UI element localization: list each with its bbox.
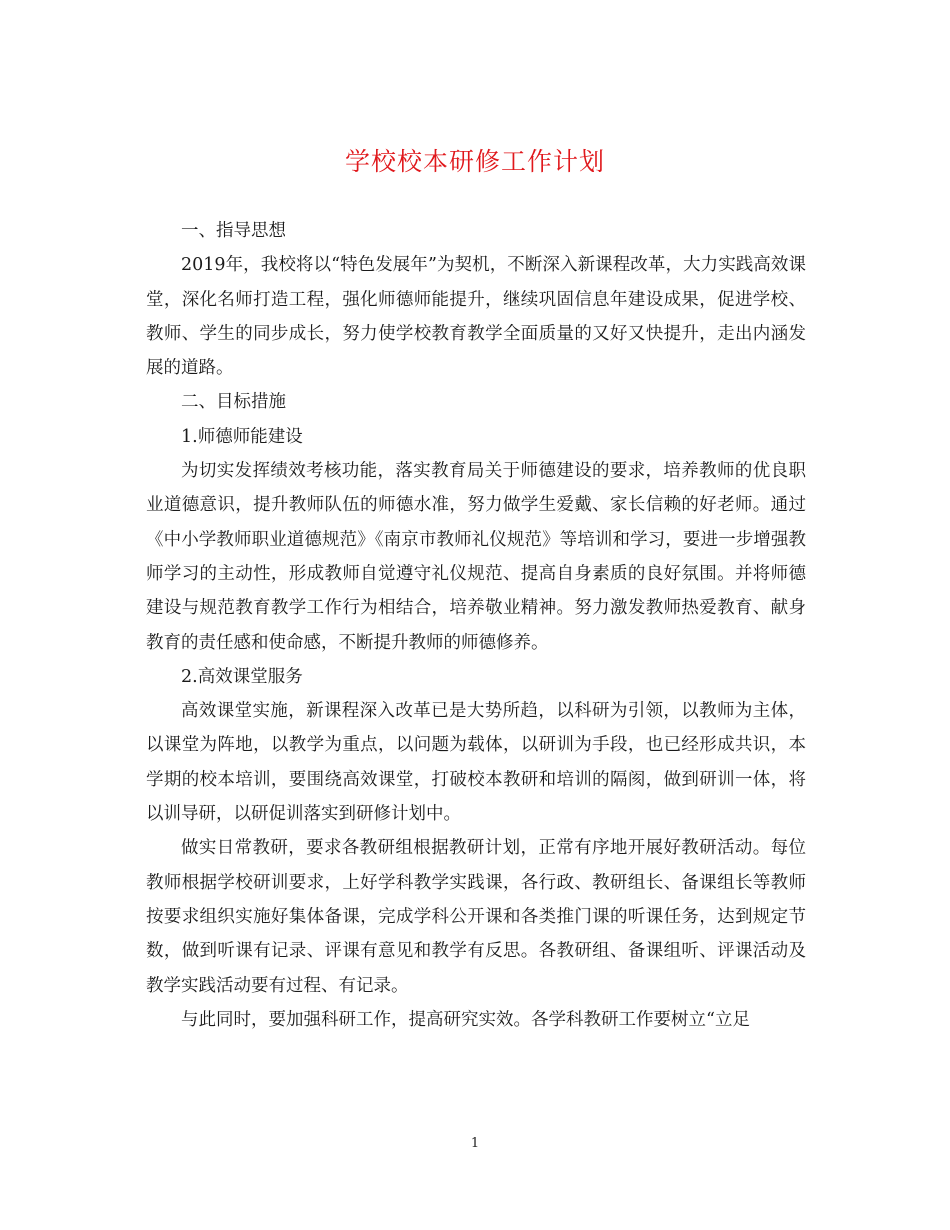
paragraph-efficient-classroom-1: 高效课堂实施，新课程深入改革已是大势所趋，以科研为引领，以教师为主体，以课堂为阵地，以教学为重点，以问题为载体，以研训为手段，也已经形成共识，本学期的校本培训，要围绕高效课堂，打破校本教研和培训的隔阂，做到研训一体，将以训导研，以研促训落实到研修计划中。	[146, 701, 806, 825]
document-body	[146, 214, 806, 1037]
paragraph-ethics: 为切实发挥绩效考核功能，落实教育局关于师德建设的要求，培养教师的优良职业道德意识，提升教师队伍的师德水准，努力做学生爱戴、家长信赖的好老师。通过《中小学教师职业道德规范》《南京市教师礼仪规范》等培训和学习，要进一步增强教师学习的主动性，形成教师自觉遵守礼仪规范、提高自身素质的良好氛围。并将师德建设与规范教育教学工作行为相结合，培养敬业精神。努力激发教师热爱教育、献身教育的责任感和使命感，不断提升教师的师德修养。	[146, 461, 806, 653]
section-heading-guiding-ideology: 一、指导思想	[181, 221, 286, 241]
page-number: 1	[470, 1136, 480, 1151]
document-title: 学校校本研修工作计划	[344, 147, 605, 176]
paragraph-efficient-classroom-2: 做实日常教研，要求各教研组根据教研计划，正常有序地开展好教研活动。每位教师根据学校研训要求，上好学科教学实践课，各行政、教研组长、备课组长等教师按要求组织实施好集体备课，完成学科公开课和各类推门课的听课任务，达到规定节数，做到听课有记录、评课有意见和教学有反思。各教研组、备课组听、评课活动及教学实践活动要有过程、有记录。	[146, 838, 806, 996]
subsection-heading-ethics: 1.师德师能建设	[181, 426, 303, 447]
paragraph-efficient-classroom-3: 与此同时，要加强科研工作，提高研究实效。各学科教研工作要树立“立足	[181, 1009, 750, 1030]
subsection-heading-efficient-classroom: 2.高效课堂服务	[181, 666, 303, 687]
paragraph-guiding-ideology: 2019年，我校将以“特色发展年”为契机，不断深入新课程改革，大力实践高效课堂，深化名师打造工程，强化师德师能提升，继续巩固信息年建设成果，促进学校、教师、学生的同步成长，努力使学校教育教学全面质量的又好又快提升，走出内涵发展的道路。	[146, 255, 806, 379]
section-heading-goals-measures: 二、目标措施	[181, 392, 286, 413]
